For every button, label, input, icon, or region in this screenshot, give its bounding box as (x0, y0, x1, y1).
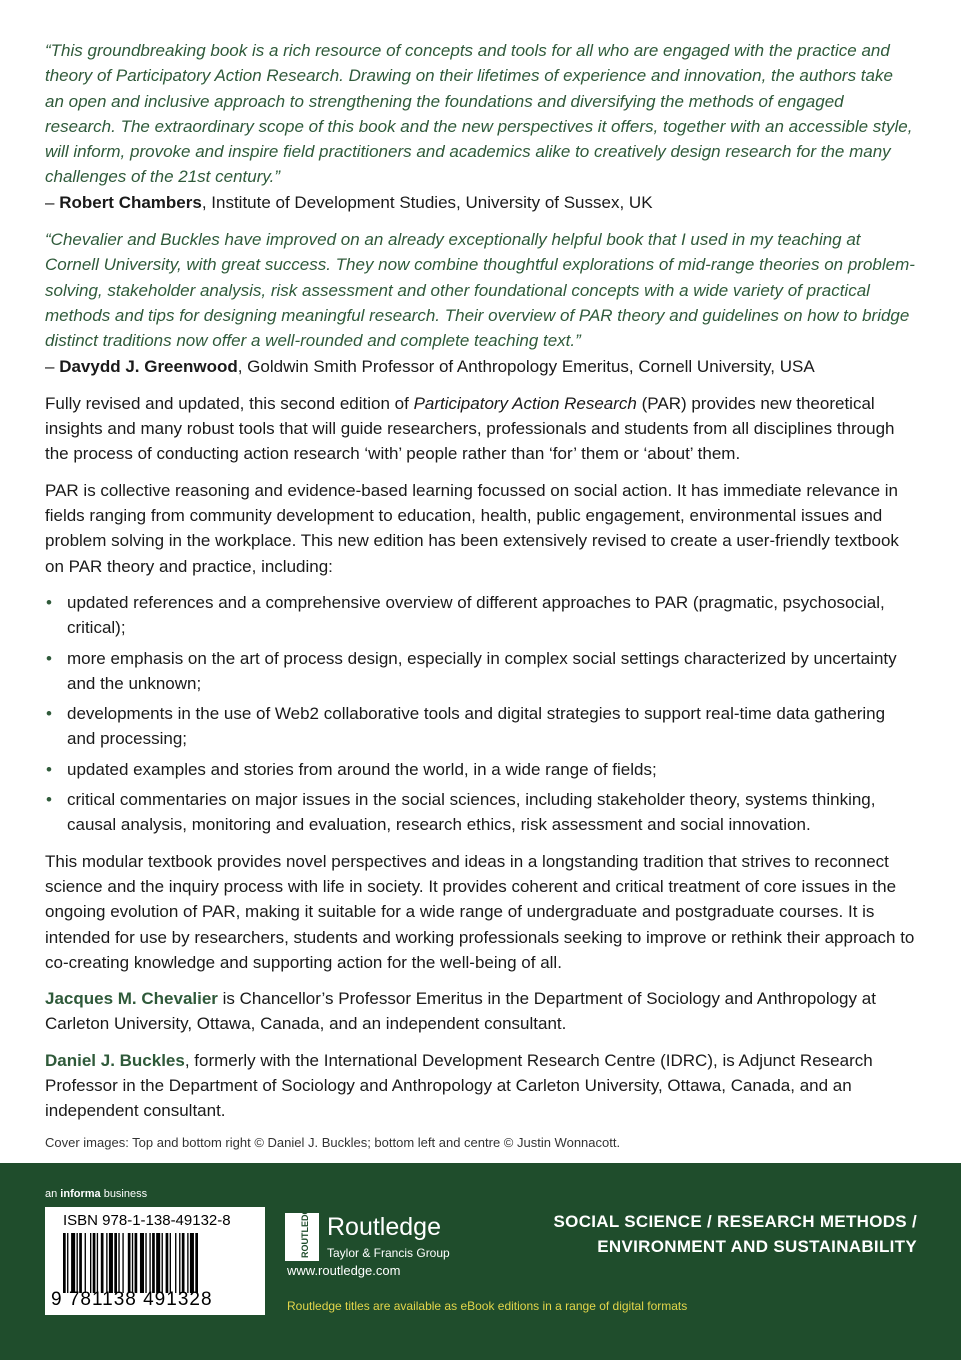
author-name: Daniel J. Buckles (45, 1050, 185, 1070)
attribution-dash: – (45, 356, 60, 376)
barcode-bar (101, 1233, 104, 1293)
bullet-icon: • (46, 790, 52, 810)
website-link[interactable]: www.routledge.com (287, 1263, 401, 1278)
barcode-bar (135, 1233, 138, 1293)
book-title: Participatory Action Research (413, 393, 637, 413)
barcode-bar (114, 1233, 117, 1293)
isbn-number: ISBN 978-1-138-49132-8 (63, 1212, 231, 1229)
informa-business-label: an informa business (45, 1188, 148, 1200)
subject-line: SOCIAL SCIENCE / RESEARCH METHODS / (553, 1212, 917, 1231)
ebook-note: Routledge titles are available as eBook editions in a range of digital formats (287, 1299, 688, 1313)
barcode-bar (195, 1233, 198, 1293)
endorsement-attribution-1 (45, 190, 915, 215)
barcode-bar (156, 1233, 160, 1293)
barcode-bar (190, 1233, 194, 1293)
list-item: • critical commentaries on major issues in the social sciences, including stakeholder theory, systems thinking, causal analysis, monitoring and evaluation, research ethics, risk assessment and social innovation. (45, 787, 915, 838)
routledge-logo-icon (285, 1213, 319, 1261)
barcode-bar (118, 1233, 119, 1293)
author-bio-chevalier: Jacques M. Chevalier is Chancellor’s Professor Emeritus in the Department of Sociology and Anthropology at Carleton University, Ottawa, Canada, and an independent consultant. (45, 989, 876, 1034)
feature-list (45, 590, 915, 838)
endorser-name: Robert Chambers (59, 192, 202, 212)
subject-line: ENVIRONMENT AND SUSTAINABILITY (597, 1237, 917, 1256)
barcode-bar (122, 1233, 123, 1293)
barcode-bar (93, 1233, 96, 1293)
endorsement-quote-1: “This groundbreaking book is a rich resource of concepts and tools for all who are engaged with the practice and theory of Participatory Action Research. Drawing on their lifetimes of experience and innovation, the authors take an open and inclusive approach to strengthening the foundations and diversifying the methods of engaged research. The extraordinary scope of this book and the new perspectives it offers, together with an accessible style, will inform, provoke and inspire field practitioners and academics alike to creatively design research for the many challenges of the 21st century.” (45, 41, 913, 187)
barcode-bar (182, 1233, 185, 1293)
publisher-group: Taylor & Francis Group (327, 1246, 450, 1260)
endorser-name: Davydd J. Greenwood (59, 356, 238, 376)
barcode-bar (71, 1233, 75, 1293)
barcode-bar (162, 1233, 163, 1293)
author-name: Jacques M. Chevalier (45, 989, 218, 1009)
barcode-bar (175, 1233, 176, 1293)
barcode-bar (97, 1233, 98, 1293)
author-bio-buckles: Daniel J. Buckles, formerly with the International Development Research Centre (IDRC), is Adjunct Research Professor in the Department of Sociology and Anthropology at Carleton University, Ottawa, Canada, and an independent consultant. (45, 1050, 873, 1121)
barcode-bar (132, 1233, 133, 1293)
publisher-name: Routledge (327, 1213, 441, 1241)
barcode-bar (85, 1233, 86, 1293)
list-item: • updated references and a comprehensive overview of different approaches to PAR (pragmatic, psychosocial, critical); (45, 590, 915, 641)
barcode-bar (149, 1233, 150, 1293)
list-item: • more emphasis on the art of process design, especially in complex social settings characterized by uncertainty and the unknown; (45, 646, 915, 697)
bullet-icon: • (46, 759, 52, 779)
intro-paragraph: Fully revised and updated, this second edition of Participatory Action Research (PAR) provides new theoretical insights and many robust tools that will guide researchers, professionals and students from all disciplines through the process of conducting action research ‘with’ people rather than ‘for’ them or ‘about’ them. (45, 393, 895, 464)
par-paragraph: PAR is collective reasoning and evidence-based learning focussed on social action. It has immediate relevance in fields ranging from community development to education, health, public engagement, environmental issues and problem solving in the workplace. This new edition has been extensively revised to create a user-friendly textbook on PAR theory and practice, including: (45, 480, 899, 576)
attribution-dash: – (45, 192, 60, 212)
barcode-number: 9 781138 491328 (51, 1289, 213, 1310)
list-item: • developments in the use of Web2 collaborative tools and digital strategies to support real-time data gathering and processing; (45, 701, 915, 752)
barcode-bar (170, 1233, 171, 1293)
barcode-bar (90, 1233, 91, 1293)
footer-band (0, 1163, 961, 1360)
barcode-bar (128, 1233, 131, 1293)
barcode-bar (109, 1233, 113, 1293)
barcode-bar (77, 1233, 78, 1293)
bullet-icon: • (46, 648, 52, 668)
barcode-bar (106, 1233, 107, 1293)
routledge-logo (285, 1213, 450, 1266)
barcode-bars (63, 1233, 248, 1293)
bullet-icon: • (46, 704, 52, 724)
list-item: • updated examples and stories from around the world, in a wide range of fields; (45, 757, 915, 782)
barcode-bar (166, 1233, 169, 1293)
back-cover-text (45, 38, 915, 1150)
endorsement-quote-2: “Chevalier and Buckles have improved on an already exceptionally helpful book that I used in my teaching at Cornell University, with great success. They now combine thoughtful explorations of mid-range theories on problem-solving, stakeholder analysis, risk assessment and other foundational concepts with a wide variety of practical methods and tips for designing meaningful research. Their overview of PAR theory and guidelines on how to bridge distinct traditions now offer a well-rounded and complete teaching text.” (45, 230, 915, 351)
barcode-bar (152, 1233, 155, 1293)
barcode-bar (145, 1233, 146, 1293)
barcode-bar (63, 1233, 66, 1293)
logo-mark-text: ROUTLEDGE (300, 1213, 310, 1258)
barcode-bar (79, 1233, 82, 1293)
barcode (45, 1207, 265, 1315)
barcode-bar (187, 1233, 188, 1293)
subject-categories (554, 1209, 917, 1259)
bullet-icon: • (46, 592, 52, 612)
endorser-affiliation: , Institute of Development Studies, University of Sussex, UK (201, 192, 653, 212)
cover-credit: Cover images: Top and bottom right © Daniel J. Buckles; bottom left and centre © Justin Wonnacott. (45, 1134, 621, 1150)
barcode-bar (67, 1233, 68, 1293)
endorsement-attribution-2 (45, 354, 915, 379)
informa-brand: informa (60, 1188, 101, 1200)
barcode-bar (140, 1233, 144, 1293)
modular-paragraph: This modular textbook provides novel perspectives and ideas in a longstanding tradition that strives to reconnect science and the inquiry process with life in society. It provides coherent and critical treatment of core issues in the ongoing evolution of PAR, making it suitable for a wide range of undergraduate and postgraduate courses. It is intended for use by researchers, students and working professionals seeking to improve or rethink their approach to co-creating knowledge and supporting action for the well-being of all. (45, 851, 915, 972)
endorser-affiliation: , Goldwin Smith Professor of Anthropology Emeritus, Cornell University, USA (237, 356, 815, 376)
barcode-bar (179, 1233, 180, 1293)
